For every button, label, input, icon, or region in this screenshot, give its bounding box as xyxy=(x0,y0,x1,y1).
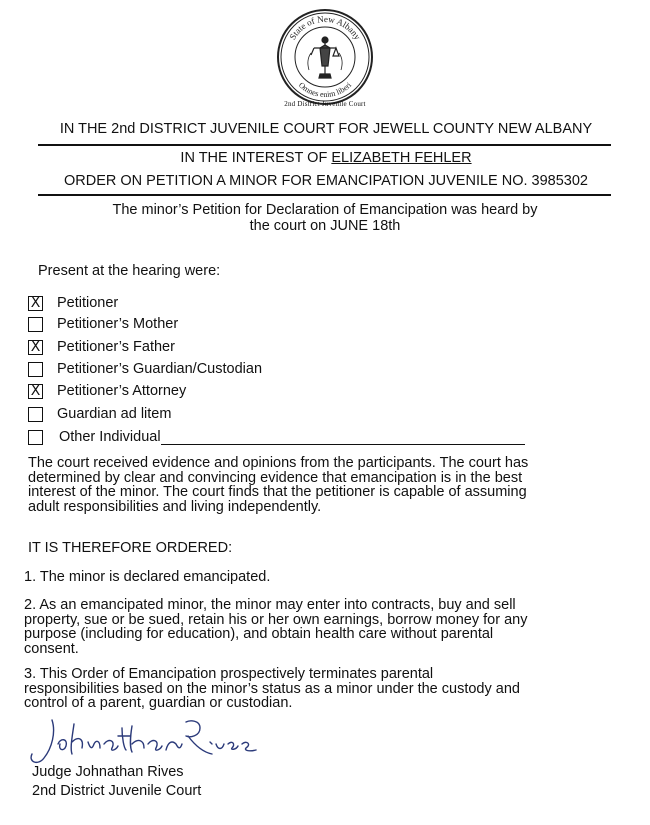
findings-line: The court received evidence and opinions from the participants. The court has xyxy=(28,455,529,471)
order-item-3 xyxy=(24,667,604,711)
attendee-row xyxy=(28,294,118,312)
order-item-2-line: property, sue or be sued, retain his or her own earnings, borrow money for any xyxy=(24,611,528,628)
seal-caption: 2nd District Juvenile Court xyxy=(284,100,366,108)
order-item-2-line: consent. xyxy=(24,640,79,657)
court-title: IN THE 2nd DISTRICT JUVENILE COURT FOR JEWELL COUNTY NEW ALBANY xyxy=(59,121,593,137)
interest-line xyxy=(40,150,612,166)
attendee-checkbox: X xyxy=(28,384,43,399)
order-item-3-line: 3. This Order of Emancipation prospectively terminates parental xyxy=(24,666,434,682)
attendee-label: Petitioner’s Attorney xyxy=(57,383,187,399)
seal-ring-bottom-text: Omnes enim liberi xyxy=(296,80,354,100)
judge-name: Judge Johnathan Rives xyxy=(32,764,184,780)
court-seal xyxy=(276,8,374,106)
attendee-row xyxy=(28,382,186,400)
attendee-label: Other Individual xyxy=(59,429,161,445)
attendee-checkbox xyxy=(28,407,43,422)
order-item-3-line: responsibilities based on the minor’s status as a minor under the custody and xyxy=(24,680,520,697)
order-item-2-line: 2. As an emancipated minor, the minor may enter into contracts, buy and sell xyxy=(24,597,516,613)
attendee-label: Petitioner’s Mother xyxy=(57,316,179,332)
attendee-row xyxy=(28,360,262,378)
order-item-1: 1. The minor is declared emancipated. xyxy=(24,569,271,585)
present-heading: Present at the hearing were: xyxy=(38,263,221,279)
attendee-label: Petitioner’s Guardian/Custodian xyxy=(57,361,263,377)
judge-signature xyxy=(22,714,262,770)
minor-name: ELIZABETH FEHLER xyxy=(331,150,472,166)
attendee-label: Guardian ad litem xyxy=(57,406,172,422)
attendee-checkbox xyxy=(28,317,43,332)
divider-top xyxy=(38,144,611,146)
attendee-row xyxy=(28,405,171,423)
order-item-2 xyxy=(24,598,604,656)
findings-line: interest of the minor. The court finds that the petitioner is capable of assuming xyxy=(28,484,527,500)
attendee-checkbox xyxy=(28,362,43,377)
attendee-row xyxy=(28,338,175,356)
hearing-line-2: the court on JUNE 18th xyxy=(249,218,401,234)
other-individual-blank xyxy=(161,430,525,445)
hearing-statement xyxy=(60,202,590,234)
attendee-checkbox: X xyxy=(28,296,43,311)
order-title: ORDER ON PETITION A MINOR FOR EMANCIPATION JUVENILE NO. 3985302 xyxy=(64,173,588,189)
findings-line: adult responsibilities and living independently. xyxy=(28,498,322,515)
orders-heading: IT IS THEREFORE ORDERED: xyxy=(28,540,233,556)
order-item-3-line: control of a parent, guardian or custodian. xyxy=(24,695,293,711)
attendee-label: Petitioner xyxy=(57,295,119,311)
attendee-row xyxy=(28,428,525,446)
seal-emblem xyxy=(276,8,374,106)
judge-court: 2nd District Juvenile Court xyxy=(32,783,202,799)
attendee-checkbox xyxy=(28,430,43,445)
attendee-checkbox: X xyxy=(28,340,43,355)
handwritten-signature xyxy=(22,714,262,770)
scales-of-justice-icon xyxy=(308,37,342,78)
findings-paragraph xyxy=(28,456,608,514)
attendee-label: Petitioner’s Father xyxy=(57,339,175,355)
divider-bottom xyxy=(38,194,611,196)
attendee-row xyxy=(28,315,178,333)
findings-line: determined by clear and convincing evidence that emancipation is in the best xyxy=(28,469,523,486)
interest-prefix: IN THE INTEREST OF xyxy=(180,150,332,166)
hearing-line-1: The minor’s Petition for Declaration of Emancipation was heard by xyxy=(112,202,538,218)
order-item-2-line: purpose (including for education), and obtain health care without parental xyxy=(24,626,494,642)
seal-ring-top-text: State of New Albany xyxy=(287,13,363,42)
